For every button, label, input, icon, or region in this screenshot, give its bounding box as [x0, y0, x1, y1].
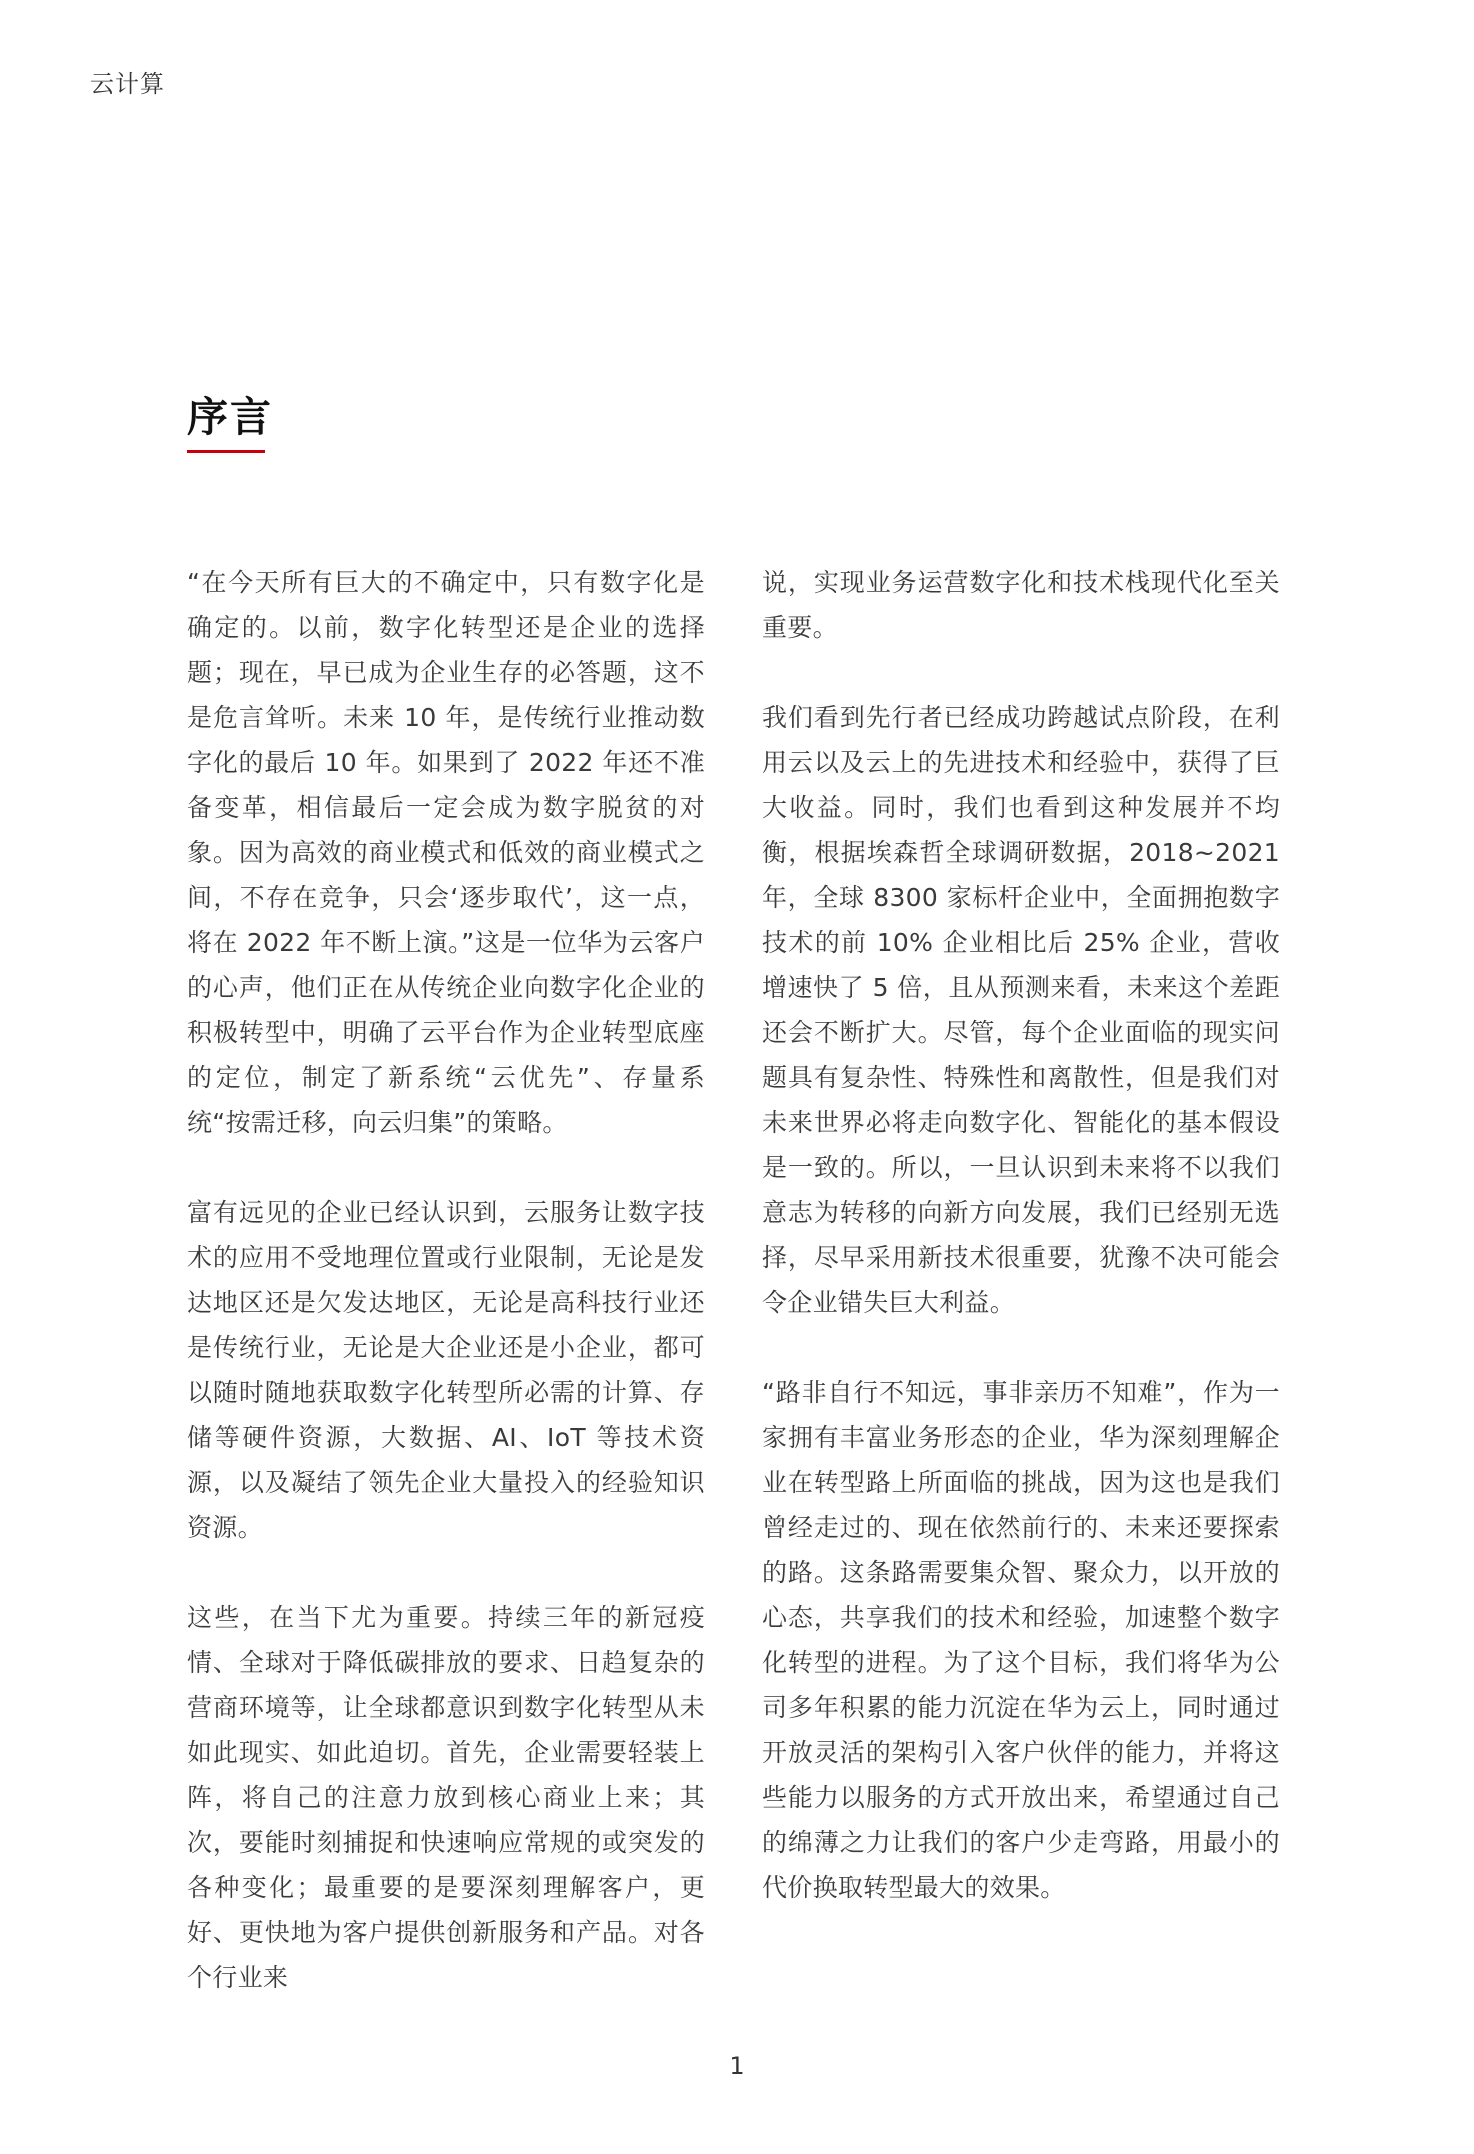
running-header: 云计算 [90, 70, 165, 98]
paragraph: “路非自行不知远，事非亲历不知难”，作为一家拥有丰富业务形态的企业，华为深刻理解企业在转型路上所面临的挑战，因为这也是我们曾经走过的、现在依然前行的、未来还要探索的路。这条路需要集众智、聚众力，以开放的心态，共享我们的技术和经验，加速整个数字化转型的进程。为了这个目标，我们将华为公司多年积累的能力沉淀在华为云上，同时通过开放灵活的架构引入客户伙伴的能力，并将这些能力以服务的方式开放出来，希望通过自己的绵薄之力让我们的客户少走弯路，用最小的代价换取转型最大的效果。 [762, 1378, 1280, 1902]
right-column [762, 560, 1280, 1955]
title-underline [187, 450, 265, 453]
page-number: 1 [729, 2052, 745, 2080]
paragraph: 富有远见的企业已经认识到，云服务让数字技术的应用不受地理位置或行业限制，无论是发达地区还是欠发达地区，无论是高科技行业还是传统行业，无论是大企业还是小企业，都可以随时随地获取数字化转型所必需的计算、存储等硬件资源，大数据、AI、IoT 等技术资源，以及凝结了领先企业大量投入的经验知识资源。 [187, 1198, 705, 1542]
paragraph: 我们看到先行者已经成功跨越试点阶段，在利用云以及云上的先进技术和经验中，获得了巨大收益。同时，我们也看到这种发展并不均衡，根据埃森哲全球调研数据，2018~2021 年，全球 8300 家标杆企业中，全面拥抱数字技术的前 10% 企业相比后 25% 企业，营收增速快了 5 倍，且从预测来看，未来这个差距还会不断扩大。尽管，每个企业面临的现实问题具有复杂性、特殊性和离散性，但是我们对未来世界必将走向数字化、智能化的基本假设是一致的。所以，一旦认识到未来将不以我们意志为转移的向新方向发展，我们已经别无选择，尽早采用新技术很重要，犹豫不决可能会令企业错失巨大利益。 [762, 703, 1280, 1317]
paragraph: 说，实现业务运营数字化和技术栈现代化至关重要。 [762, 568, 1280, 642]
section-title: 序言 [187, 393, 273, 441]
paragraph: 这些，在当下尤为重要。持续三年的新冠疫情、全球对于降低碳排放的要求、日趋复杂的营商环境等，让全球都意识到数字化转型从未如此现实、如此迫切。首先，企业需要轻装上阵，将自己的注意力放到核心商业上来；其次，要能时刻捕捉和快速响应常规的或突发的各种变化；最重要的是要深刻理解客户，更好、更快地为客户提供创新服务和产品。对各个行业来 [187, 1603, 705, 1992]
paragraph: “在今天所有巨大的不确定中，只有数字化是确定的。以前，数字化转型还是企业的选择题；现在，早已成为企业生存的必答题，这不是危言耸听。未来 10 年，是传统行业推动数字化的最后 10 年。如果到了 2022 年还不准备变革，相信最后一定会成为数字脱贫的对象。因为高效的商业模式和低效的商业模式之间，不存在竞争，只会‘逐步取代’，这一点，将在 2022 年不断上演。”这是一位华为云客户的心声，他们正在从传统企业向数字化企业的积极转型中，明确了云平台作为企业转型底座的定位，制定了新系统“云优先”、存量系统“按需迁移，向云归集”的策略。 [187, 568, 705, 1137]
left-column [187, 560, 705, 2045]
